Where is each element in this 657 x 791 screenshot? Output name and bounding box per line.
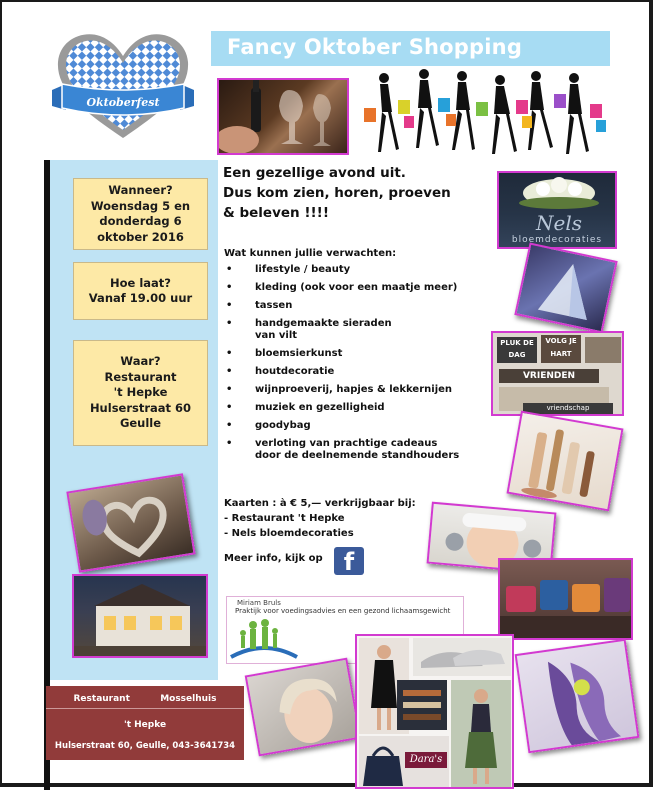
- sign-volg-je-hart: VOLG JE HART: [541, 335, 581, 363]
- restaurant-photo: [72, 574, 208, 658]
- expect-heading: Wat kunnen jullie verwachten:: [224, 248, 397, 259]
- wine-tasting-photo: [217, 78, 349, 155]
- nutrition-name: Miriam Bruls: [237, 599, 281, 607]
- expect-list: [224, 264, 514, 468]
- friendship-signs-photo: [491, 331, 624, 416]
- where-line-1: Restaurant: [104, 369, 177, 384]
- list-item: • verloting van prachtige cadeaus door de deelnemende standhouders: [226, 438, 460, 461]
- intro-line-2: Dus kom zien, horen, proeven: [223, 185, 451, 201]
- intro-text: [223, 163, 503, 223]
- oktoberfest-logo-text: Oktoberfest: [86, 96, 160, 109]
- fashion-collage: [355, 634, 514, 789]
- where-line-2: 't Hepke: [113, 385, 168, 400]
- footer-line-2: 't Hepke: [123, 720, 167, 730]
- daras-brand-label: Dara's: [405, 752, 447, 768]
- flowers-caption: bloemdecoraties: [511, 235, 603, 245]
- when-line-3: oktober 2016: [97, 229, 184, 244]
- sign-plain: [585, 337, 621, 363]
- list-item: • wijnproeverij, hapjes & lekkernijen: [226, 384, 453, 395]
- tickets-line-1: Kaarten : à € 5,— verkrijgbaar bij:: [224, 498, 416, 509]
- footer-restaurant: [46, 686, 244, 760]
- where-line-4: Geulle: [119, 416, 162, 431]
- list-item: • tassen: [226, 300, 293, 311]
- when-line-1: Woensdag 5 en: [90, 198, 191, 213]
- more-info-text: Meer info, kijk op: [224, 553, 323, 564]
- collage-bag: [359, 736, 449, 788]
- intro-line-1: Een gezellige avond uit.: [223, 165, 406, 181]
- scarf-photo: [515, 639, 640, 754]
- sign-vrienden: VRIENDEN: [499, 369, 599, 383]
- collage-shoes: [413, 638, 511, 676]
- list-item: • kleding (ook voor een maatje meer): [226, 282, 458, 293]
- collage-bracelets: [397, 680, 447, 730]
- info-box-time: [73, 262, 208, 320]
- where-label: Waar?: [120, 354, 161, 369]
- footer-line-3: Hulserstraat 60, Geulle, 043-3641734: [54, 741, 236, 751]
- left-column-stripe: [50, 160, 66, 680]
- where-line-3: Hulserstraat 60: [89, 400, 192, 415]
- family-logo-icon: [229, 617, 299, 663]
- list-item: • handgemaakte sieraden van vilt: [226, 318, 392, 341]
- list-item: • lifestyle / beauty: [226, 264, 351, 275]
- time-value: Vanaf 19.00 uur: [88, 291, 193, 305]
- list-item: • houtdecoratie: [226, 366, 335, 377]
- handbags-photo: [498, 558, 633, 640]
- cosmetics-photo: [506, 411, 623, 512]
- list-item: • goodybag: [226, 420, 311, 431]
- sign-pluk-de-dag: PLUK DE DAG: [497, 337, 537, 363]
- collage-woman-green-skirt: [451, 680, 511, 788]
- time-label: Hoe laat?: [110, 275, 171, 290]
- list-item: • bloemsierkunst: [226, 348, 343, 359]
- intro-line-3: & beleven !!!!: [223, 205, 329, 221]
- footer-separator: [46, 708, 244, 709]
- flowers-photo: [497, 171, 617, 249]
- info-box-when: [73, 178, 208, 250]
- tickets-line-2: - Restaurant 't Hepke: [224, 513, 345, 524]
- facebook-icon[interactable]: f: [334, 547, 364, 575]
- footer-restaurant-label: Restaurant: [73, 694, 130, 704]
- when-label: Wanneer?: [108, 183, 173, 197]
- flowers-script-logo: Nels: [536, 211, 582, 235]
- title-banner: [211, 31, 610, 66]
- shopping-women-illustration: [360, 64, 610, 159]
- when-line-2: donderdag 6: [99, 214, 182, 228]
- footer-mosselhuis-label: Mosselhuis: [160, 694, 217, 704]
- list-item: • muziek en gezelligheid: [226, 402, 385, 413]
- tickets-line-3: - Nels bloemdecoraties: [224, 528, 354, 539]
- sign-vriendschap: vriendschap: [523, 403, 613, 414]
- page-title: Fancy Oktober Shopping: [227, 35, 523, 59]
- footer-line-1: [46, 694, 244, 704]
- nutrition-tagline: Praktijk voor voedingsadvies en een gezond lichaamsgewicht: [235, 607, 451, 615]
- info-box-where: [73, 340, 208, 446]
- oktoberfest-logo: [48, 26, 198, 146]
